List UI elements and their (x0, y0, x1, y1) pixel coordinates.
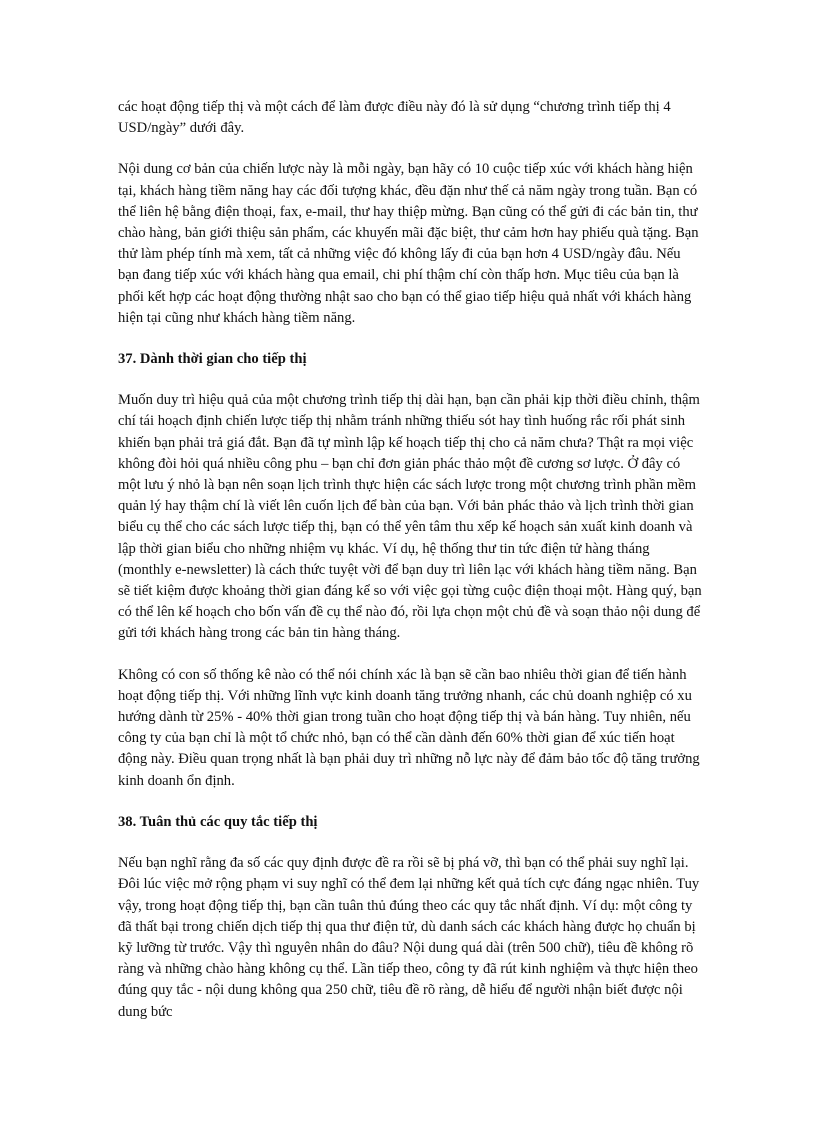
paragraph-marketing-time-share: Không có con số thống kê nào có thể nói chính xác là bạn sẽ cần bao nhiêu thời gian để tiến hành hoạt động tiếp thị. Với những lĩnh vực kinh doanh tăng trưởng nhanh, các chủ doanh nghiệp có xu hướng dành từ 25% - 40% thời gian trong tuần cho hoạt động tiếp thị và bán hàng. Tuy nhiên, nếu công ty của bạn chỉ là một tổ chức nhỏ, bạn có thể cần dành đến 60% thời gian để xúc tiến hoạt động này. Điều quan trọng nhất là bạn phải duy trì những nỗ lực này để đảm bảo tốc độ tăng trưởng kinh doanh ổn định. (118, 666, 700, 789)
section-heading-37: 37. Dành thời gian cho tiếp thị (118, 351, 307, 368)
section-heading-38: 38. Tuân thủ các quy tắc tiếp thị (118, 813, 318, 830)
document-page (118, 97, 703, 1023)
paragraph-4usd-strategy: Nội dung cơ bản của chiến lược này là mỗi ngày, bạn hãy có 10 cuộc tiếp xúc với khách hàng hiện tại, khách hàng tiềm năng hay các đối tượng khác, đều đặn như thế cả năm ngày trong tuần. Bạn có thể liên hệ bằng điện thoại, fax, e-mail, thư hay thiệp mừng. Bạn cũng có thể gửi đi các bản tin, thư chào hàng, bản giới thiệu sản phẩm, các khuyến mãi đặc biệt, thư cảm hơn hay phiếu quà tặng. Bạn thử làm phép tính mà xem, tất cả những việc đó không lấy đi của bạn hơn 4 USD/ngày đâu. Nếu bạn đang tiếp xúc với khách hàng qua email, chi phí thậm chí còn thấp hơn. Mục tiêu của bạn là phối kết hợp các hoạt động thường nhật sao cho bạn có thể giao tiếp hiệu quả nhất với khách hàng hiện tại cũng như khách hàng tiềm năng. (118, 161, 699, 326)
paragraph-marketing-rules: Nếu bạn nghĩ rằng đa số các quy định được đề ra rồi sẽ bị phá vỡ, thì bạn có thể phải suy nghĩ lại. Đôi lúc việc mở rộng phạm vi suy nghĩ có thể đem lại những kết quả tích cực đáng ngạc nhiên. Tuy vậy, trong hoạt động tiếp thị, bạn cần tuân thủ đúng theo các quy tắc nhất định. Ví dụ: một công ty đã thất bại trong chiến dịch tiếp thị qua thư điện tử, dù danh sách các khách hàng được họ chuẩn bị kỹ lưỡng từ trước. Vậy thì nguyên nhân do đâu? Nội dung quá dài (trên 500 chữ), tiêu đề không rõ ràng và những chào hàng không cụ thể. Lần tiếp theo, công ty đã rút kinh nghiệm và thực hiện theo đúng quy tắc - nội dung không qua 250 chữ, tiêu đề rõ ràng, dễ hiểu để người nhận biết được nội dung bức (118, 855, 700, 1020)
paragraph-marketing-schedule: Muốn duy trì hiệu quả của một chương trình tiếp thị dài hạn, bạn cần phải kịp thời điều chỉnh, thậm chí tái hoạch định chiến lược tiếp thị nhằm tránh những thiếu sót hay tình huống rắc rối phát sinh khiến bạn phải trả giá đắt. Bạn đã tự mình lập kế hoạch tiếp thị cho cả năm chưa? Thật ra mọi việc không đòi hỏi quá nhiều công phu – bạn chỉ đơn giản phác thảo một đề cương sơ lược. Ở đây có một lưu ý nhỏ là bạn nên soạn lịch trình thực hiện các sách lược trong một chương trình phần mềm quản lý hay thậm chí là viết lên cuốn lịch để bàn của bạn. Với bản phác thảo và lịch trình thời gian biểu cụ thể cho các sách lược tiếp thị, bạn có thể yên tâm thu xếp kế hoạch sản xuất kinh doanh và lập thời gian biểu cho những nhiệm vụ khác. Ví dụ, hệ thống thư tin tức điện tử hàng tháng (monthly e-newsletter) là cách thức tuyệt vời để bạn duy trì liên lạc với khách hàng tiềm năng. Bạn sẽ tiết kiệm được khoảng thời gian đáng kể so với việc gọi từng cuộc điện thoại một. Hàng quý, bạn có thể lên kế hoạch cho bốn vấn đề cụ thể nào đó, rồi lựa chọn một chủ đề và soạn thảo nội dung để gửi tới khách hàng trong các bản tin hàng tháng. (118, 392, 702, 642)
paragraph-intro-continuation: các hoạt động tiếp thị và một cách để làm được điều này đó là sử dụng “chương trình tiếp thị 4 USD/ngày” dưới đây. (118, 99, 671, 137)
